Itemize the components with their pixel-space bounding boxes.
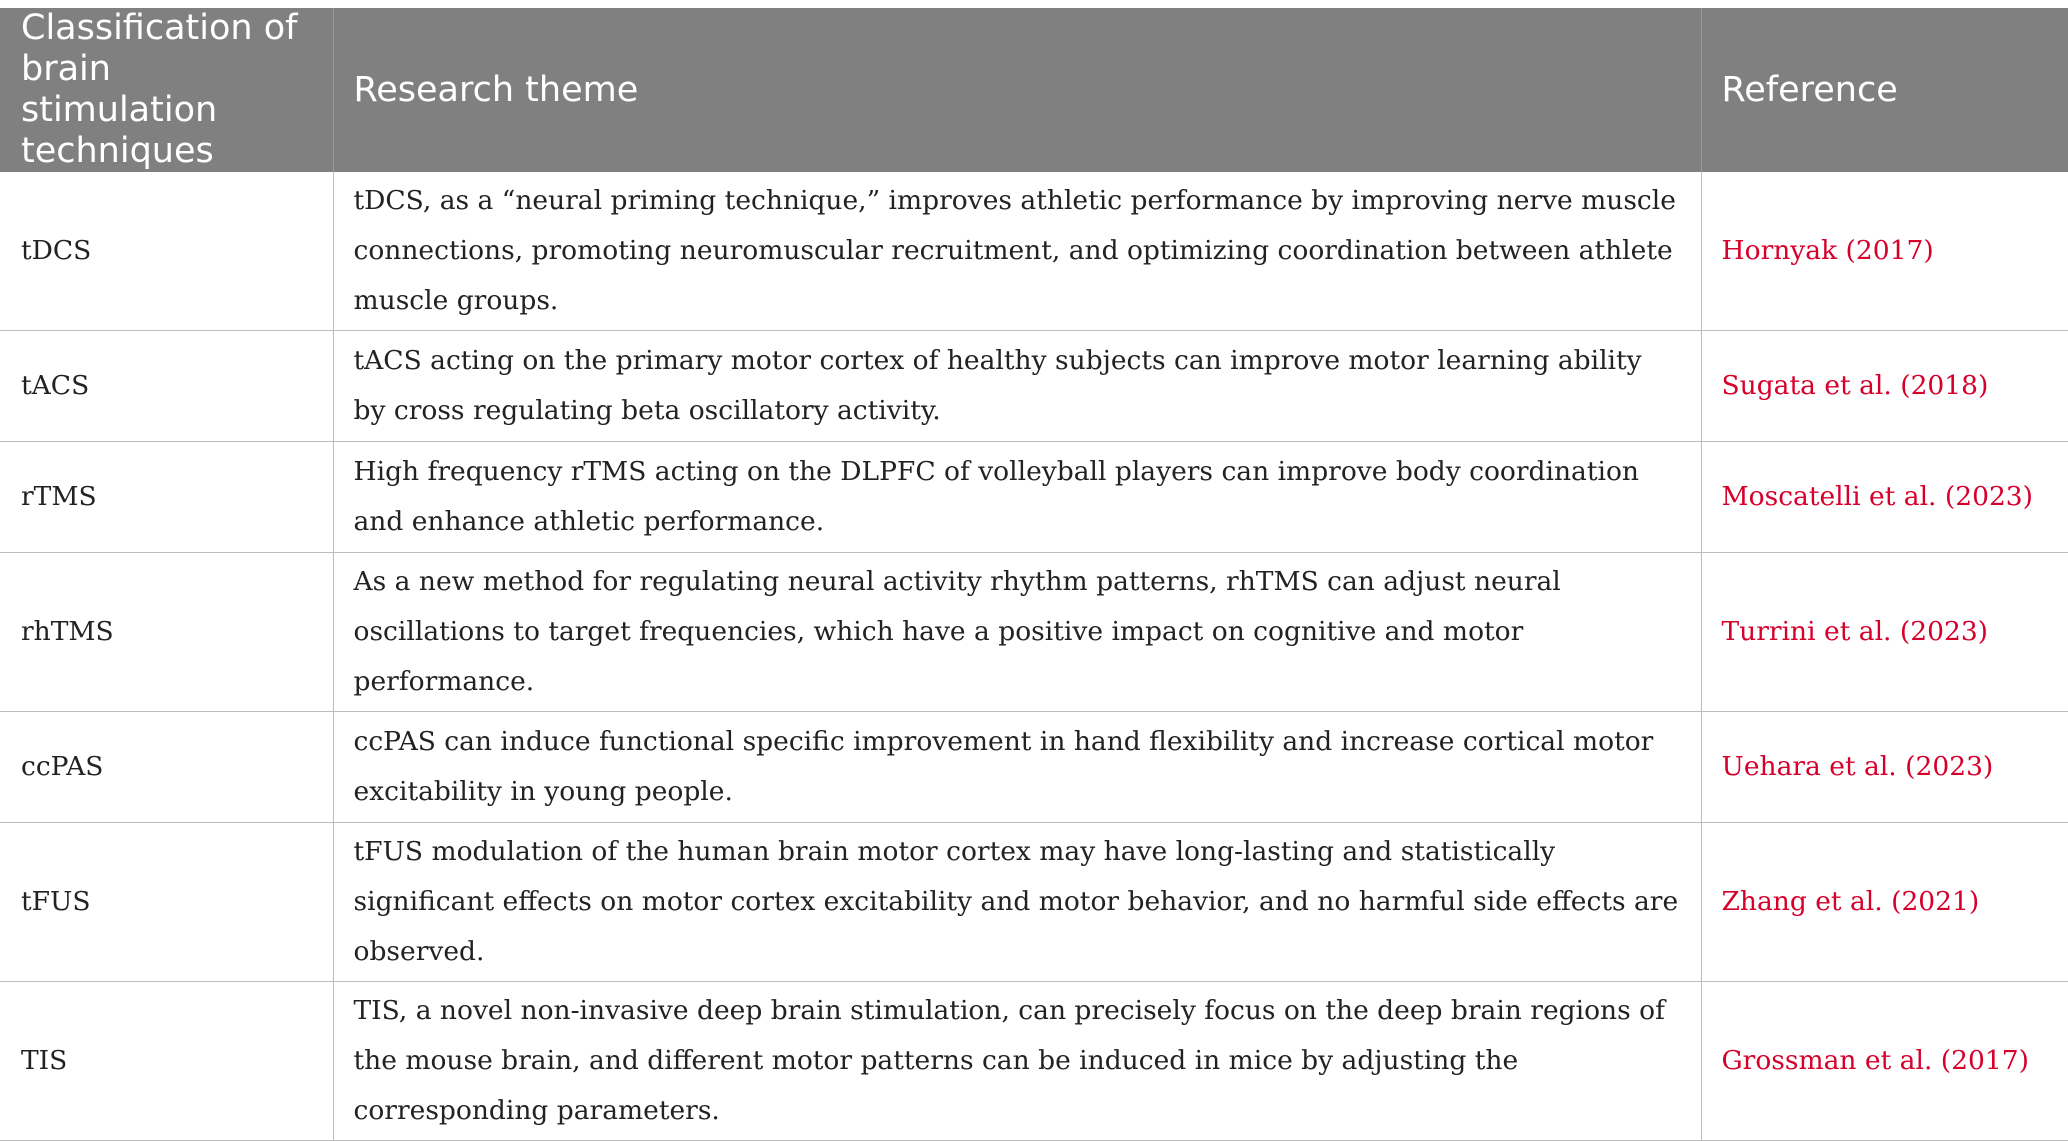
table-row — [0, 553, 2068, 712]
table-row — [0, 331, 2068, 442]
theme-cell: ccPAS can induce functional specific improvement in hand flexibility and increase cortical motor excitability in young people. — [333, 712, 1701, 823]
reference-link[interactable]: Moscatelli et al. (2023) — [1701, 442, 2068, 553]
theme-cell: tDCS, as a “neural priming technique,” improves athletic performance by improving nerve muscle connections, promoting neuromuscular recruitment, and optimizing coordination between athlete muscle groups. — [333, 172, 1701, 331]
reference-link[interactable]: Hornyak (2017) — [1701, 172, 2068, 331]
technique-cell: tFUS — [21, 886, 91, 917]
table-row — [0, 982, 2068, 1141]
theme-cell: tACS acting on the primary motor cortex of healthy subjects can improve motor learning ability by cross regulating beta oscillatory activity. — [333, 331, 1701, 442]
header-row — [0, 8, 2068, 172]
theme-cell: tFUS modulation of the human brain motor cortex may have long-lasting and statistically significant effects on motor cortex excitability and motor behavior, and no harmful side effects are observed. — [333, 823, 1701, 982]
table-row — [0, 442, 2068, 553]
table-body — [0, 172, 2068, 1141]
theme-cell: As a new method for regulating neural activity rhythm patterns, rhTMS can adjust neural oscillations to target frequencies, which have a positive impact on cognitive and motor performance. — [333, 553, 1701, 712]
header-reference: Reference — [1701, 8, 2068, 172]
technique-cell: rhTMS — [21, 616, 114, 647]
table-row — [0, 712, 2068, 823]
reference-link[interactable]: Zhang et al. (2021) — [1701, 823, 2068, 982]
table-row — [0, 172, 2068, 331]
theme-cell: TIS, a novel non-invasive deep brain stimulation, can precisely focus on the deep brain regions of the mouse brain, and different motor patterns can be induced in mice by adjusting the corresponding parameters. — [333, 982, 1701, 1141]
reference-link[interactable]: Sugata et al. (2018) — [1701, 331, 2068, 442]
reference-link[interactable]: Turrini et al. (2023) — [1701, 553, 2068, 712]
technique-cell: ccPAS — [21, 751, 104, 782]
brain-stimulation-table — [0, 8, 2068, 1141]
technique-cell: tDCS — [21, 235, 92, 266]
technique-cell: rTMS — [21, 481, 97, 512]
table-header — [0, 8, 2068, 172]
brain-stimulation-table-container — [0, 8, 2068, 1141]
reference-link[interactable]: Uehara et al. (2023) — [1701, 712, 2068, 823]
theme-cell: High frequency rTMS acting on the DLPFC of volleyball players can improve body coordination and enhance athletic performance. — [333, 442, 1701, 553]
technique-cell: TIS — [21, 1045, 68, 1076]
technique-cell: tACS — [21, 370, 90, 401]
reference-link[interactable]: Grossman et al. (2017) — [1701, 982, 2068, 1141]
header-research-theme: Research theme — [333, 8, 1701, 172]
header-classification: Classification of brain stimulation techniques — [21, 8, 298, 171]
